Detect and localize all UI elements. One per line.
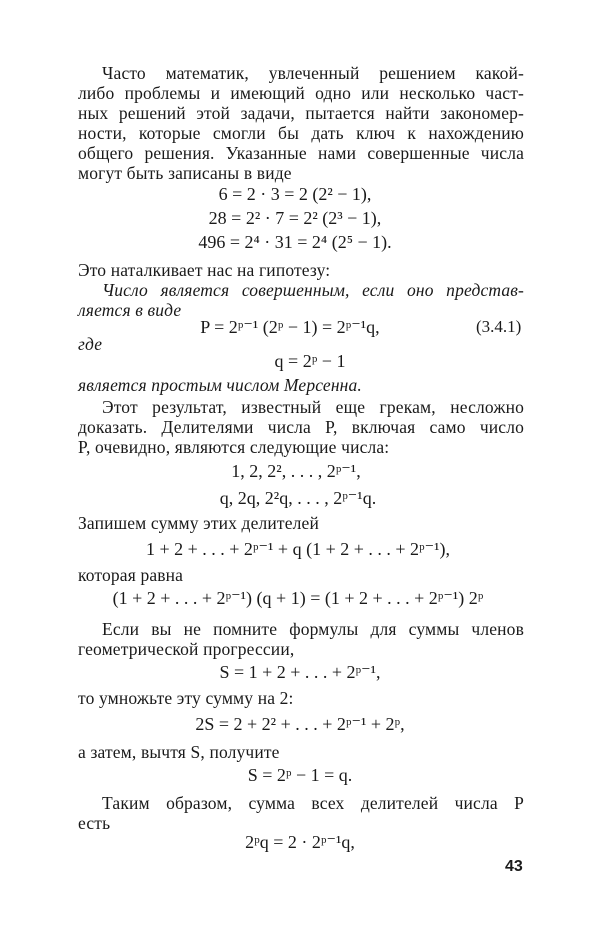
text-line: Этот результат, известный еще грекам, несложно (102, 397, 524, 417)
text-line: которая равна (78, 565, 184, 585)
equation-3-4-1: P = 2ᵖ⁻¹ (2ᵖ − 1) = 2ᵖ⁻¹q, (200, 317, 380, 337)
equation-double-sum: 2S = 2 + 2² + . . . + 2ᵖ⁻¹ + 2ᵖ, (195, 714, 405, 734)
text-line: есть (78, 813, 111, 833)
equation-sum-result: S = 2ᵖ − 1 = q. (247, 765, 353, 785)
equation-perfect-6: 6 = 2 · 3 = 2 (2² − 1), (218, 184, 372, 204)
text-line: ности, которые смогли бы дать ключ к нахождению (78, 123, 524, 143)
hypothesis-line: является простым числом Мерсенна. (78, 375, 362, 395)
text-line: Если вы не помните формулы для суммы членов (102, 619, 524, 639)
equation-mersenne: q = 2ᵖ − 1 (274, 351, 346, 371)
text-line: P, очевидно, являются следующие числа: (78, 437, 390, 457)
hypothesis-line: Число является совершенным, если оно представ- (102, 280, 524, 300)
equation-geometric-sum: S = 1 + 2 + . . . + 2ᵖ⁻¹, (219, 662, 381, 682)
text-line: где (78, 334, 103, 354)
text-line: Таким образом, сумма всех делителей числа P (102, 793, 524, 813)
text-line: ных решений этой задачи, пытается найти закономер- (78, 103, 524, 123)
text-line: а затем, вычтя S, получите (78, 742, 280, 762)
text-line: могут быть записаны в виде (78, 163, 292, 183)
page-number: 43 (505, 858, 523, 875)
equation-perfect-496: 496 = 2⁴ · 31 = 2⁴ (2⁵ − 1). (198, 232, 392, 252)
equation-divisors-row-2: q, 2q, 2²q, . . . , 2ᵖ⁻¹q. (219, 488, 377, 508)
hypothesis-line: ляется в виде (78, 300, 182, 320)
text-line: Это наталкивает нас на гипотезу: (78, 260, 331, 280)
text-line: доказать. Делителями числа P, включая само число (78, 417, 524, 437)
equation-final: 2ᵖq = 2 · 2ᵖ⁻¹q, (245, 832, 355, 852)
equation-perfect-28: 28 = 2² · 7 = 2² (2³ − 1), (208, 208, 382, 228)
text-line: Запишем сумму этих делителей (78, 513, 319, 533)
text-line: Часто математик, увлеченный решением какой- (102, 63, 524, 83)
text-line: геометрической прогрессии, (78, 639, 295, 659)
equation-number: (3.4.1) (476, 317, 522, 336)
equation-divisors-row-1: 1, 2, 2², . . . , 2ᵖ⁻¹, (231, 461, 361, 481)
text-line: общего решения. Указанные нами совершенные числа (78, 143, 524, 163)
equation-sum-factored: (1 + 2 + . . . + 2ᵖ⁻¹) (q + 1) = (1 + 2 + . . . + 2ᵖ⁻¹) 2ᵖ (112, 588, 484, 608)
text-line: либо проблемы и имеющий одно или несколько част- (78, 83, 524, 103)
text-line: то умножьте эту сумму на 2: (78, 688, 294, 708)
equation-divisor-sum: 1 + 2 + . . . + 2ᵖ⁻¹ + q (1 + 2 + . . . + 2ᵖ⁻¹), (145, 539, 451, 559)
